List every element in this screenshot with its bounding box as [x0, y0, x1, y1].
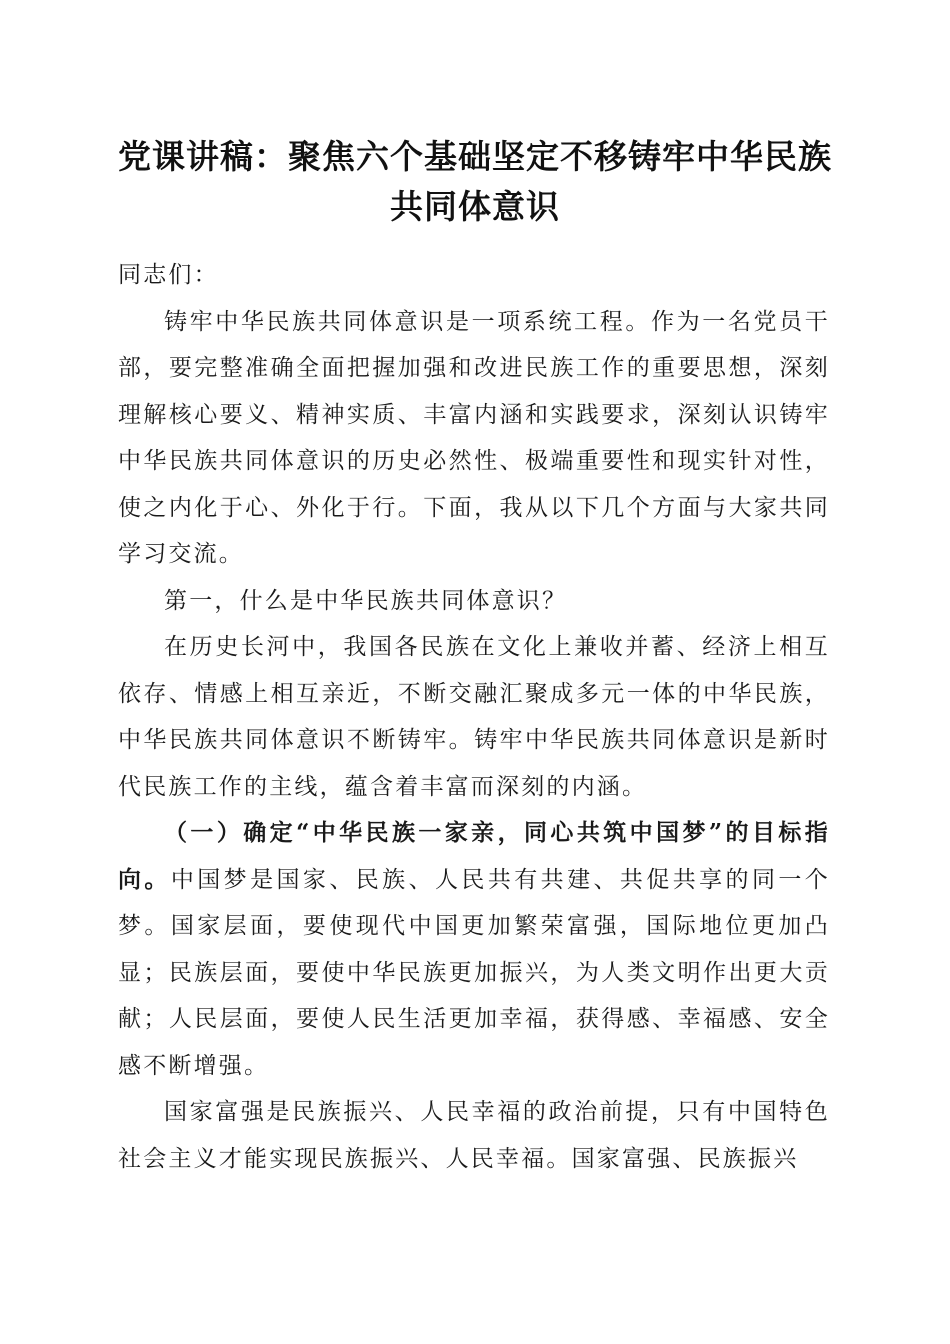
section-heading-first: 第一，什么是中华民族共同体意识？ [164, 587, 568, 614]
paragraph-intro: 铸牢中华民族共同体意识是一项系统工程。作为一名党员干部，要完整准确全面把握加强和改进民族工作的重要思想，深刻理解核心要义、精神实质、丰富内涵和实践要求，深刻认识铸牢中华民族共同体意识的历史必然性、极端重要性和现实针对性，使之内化于心、外化于行。下面，我从以下几个方面与大家共同学习交流。 [118, 308, 830, 567]
document-body [118, 252, 830, 1182]
document-title: 党课讲稿：聚焦六个基础坚定不移铸牢中华民族共同体意识 [118, 137, 832, 226]
paragraph-history: 在历史长河中，我国各民族在文化上兼收并蓄、经济上相互依存、情感上相互亲近，不断交融汇聚成多元一体的中华民族，中华民族共同体意识不断铸牢。铸牢中华民族共同体意识是新时代民族工作的主线，蕴含着丰富而深刻的内涵。 [118, 634, 830, 800]
paragraph-point-one [118, 810, 830, 1089]
point-one-body: 中国梦是国家、民族、人民共有共建、共促共享的同一个梦。国家层面，要使现代中国更加繁荣富强，国际地位更加凸显；民族层面，要使中华民族更加振兴，为人类文明作出更大贡献；人民层面，要使人民生活更加幸福，获得感、幸福感、安全感不断增强。 [118, 866, 831, 1079]
paragraph-prosperity: 国家富强是民族振兴、人民幸福的政治前提，只有中国特色社会主义才能实现民族振兴、人民幸福。国家富强、民族振兴 [118, 1099, 830, 1172]
point-one-heading: （一）确定“中华民族一家亲，同心共筑中国梦”的目标指向。 [118, 819, 830, 893]
salutation: 同志们： [118, 262, 219, 288]
